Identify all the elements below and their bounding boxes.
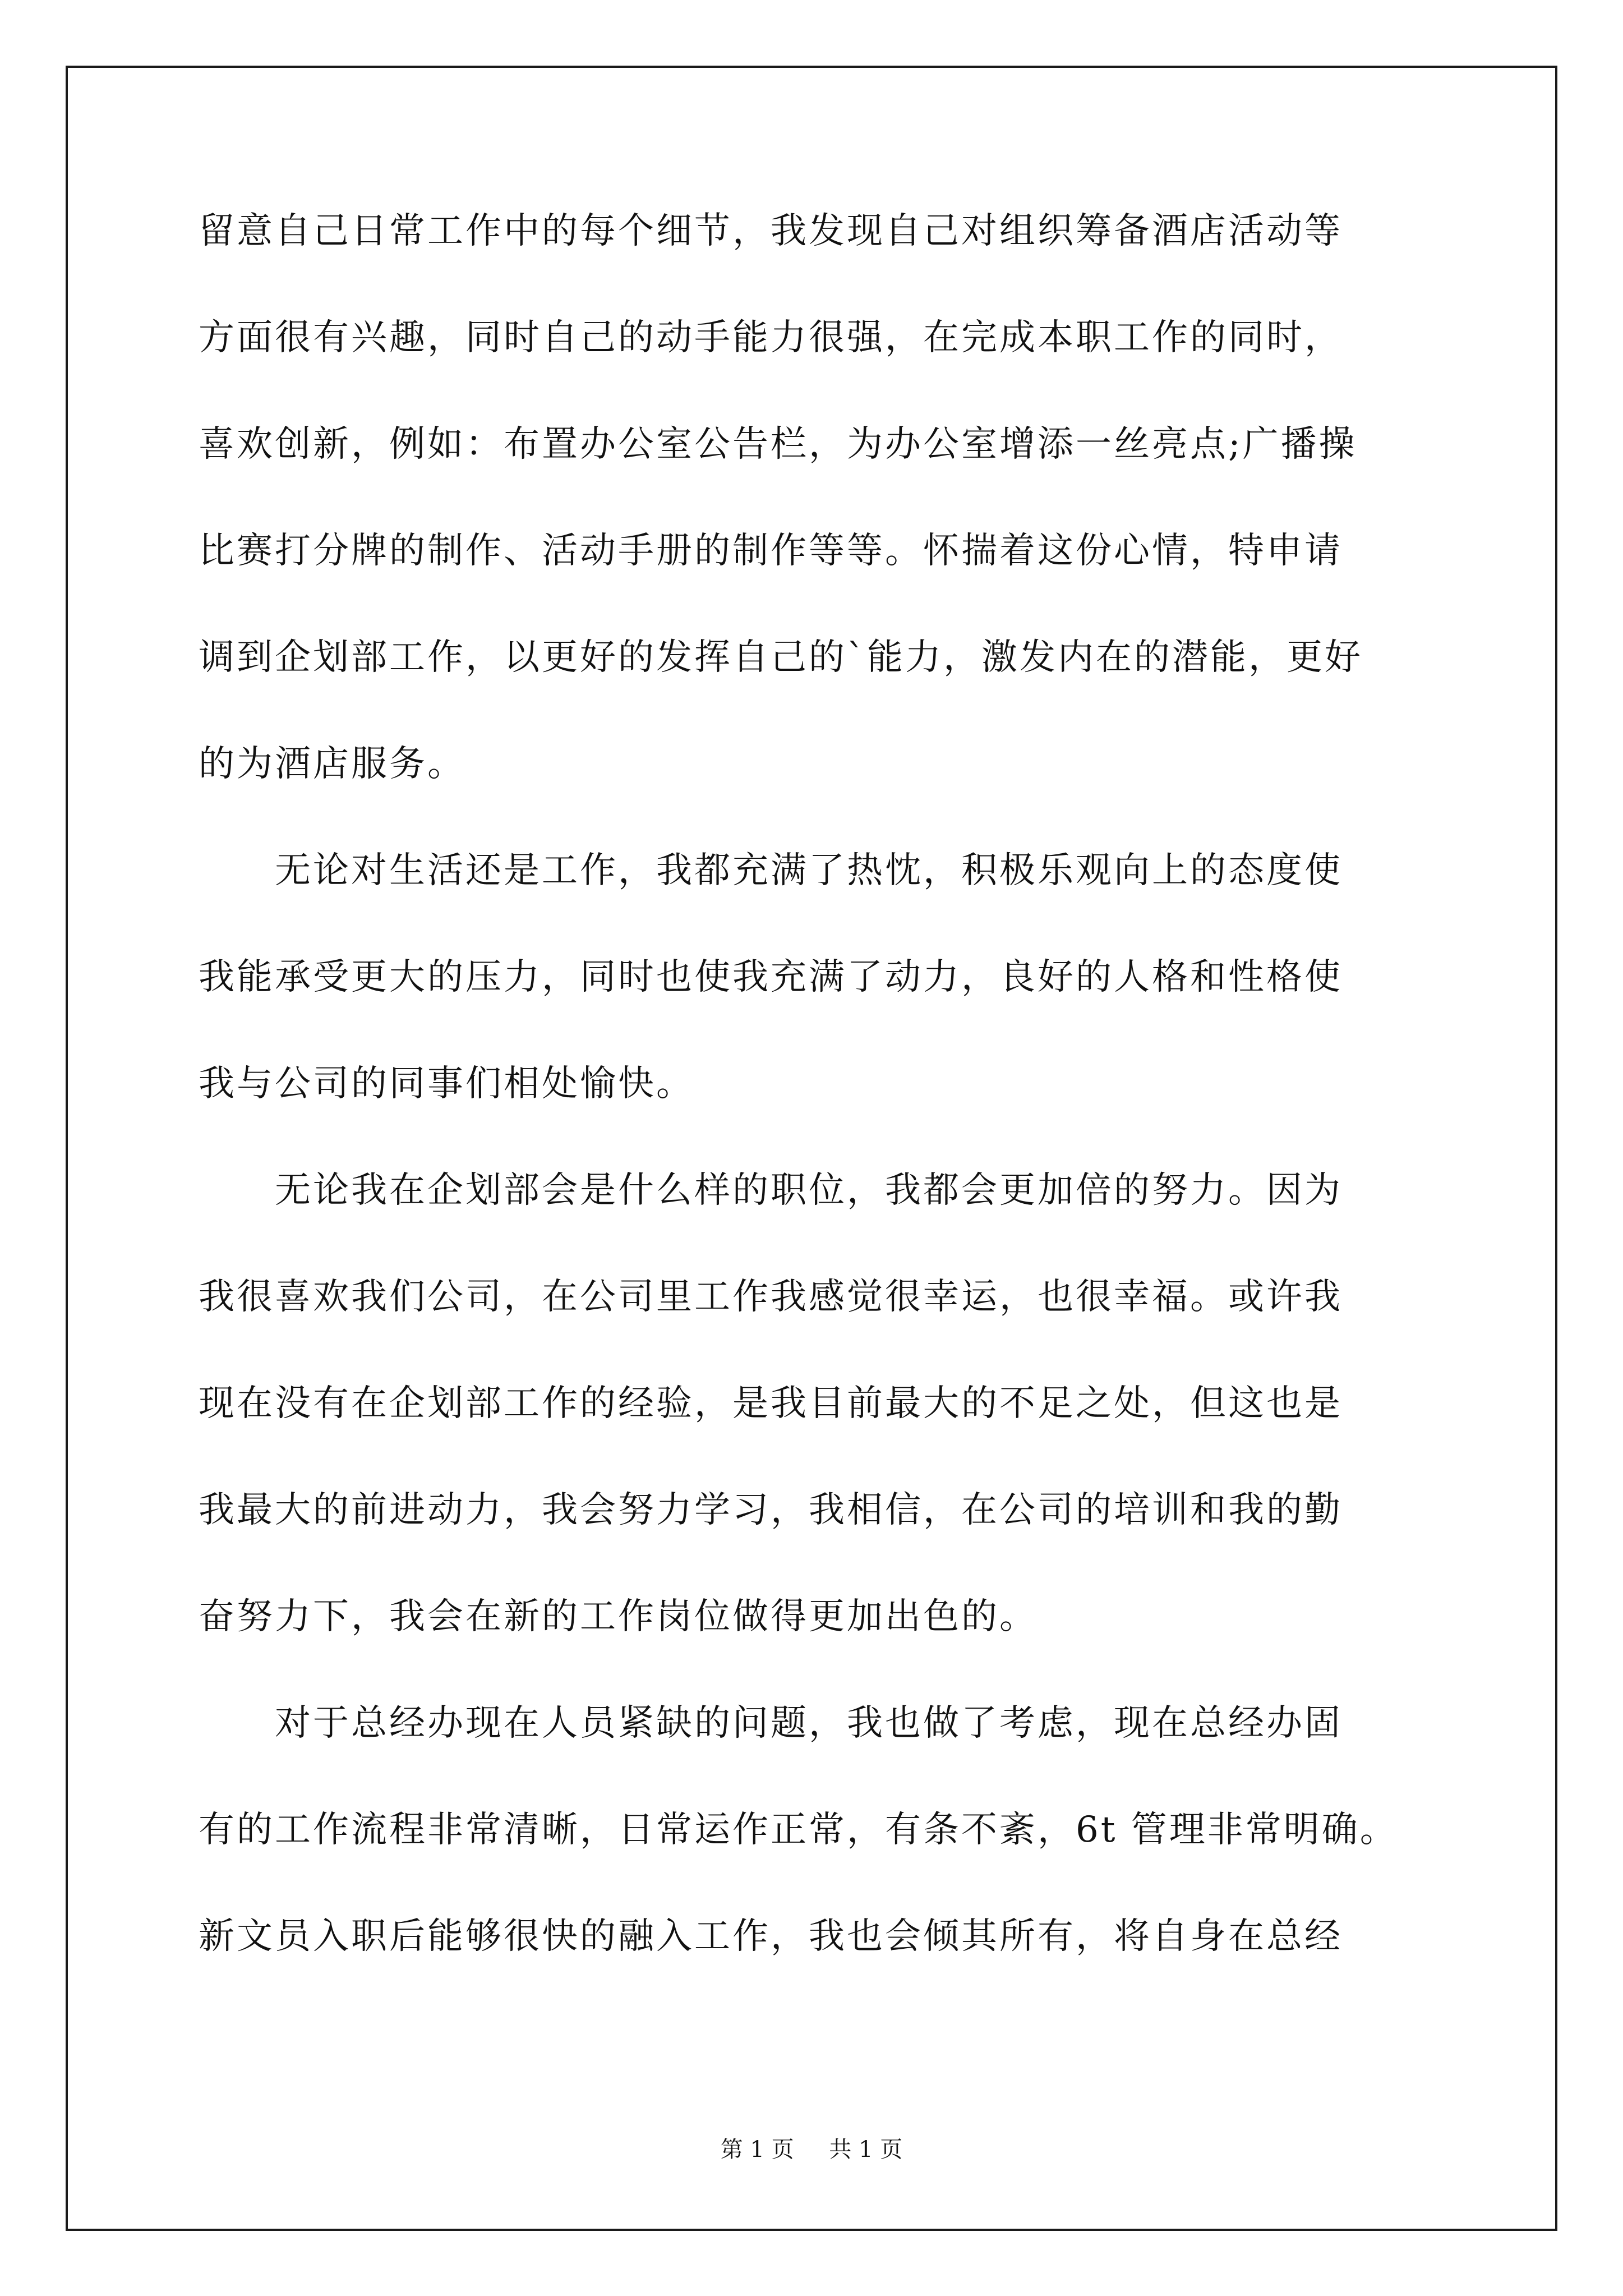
text-line: 留意自己日常工作中的每个细节，我发现自己对组织筹备酒店活动等 <box>199 210 1343 252</box>
text-line: 的为酒店服务。 <box>199 743 465 785</box>
text-line: 调到企划部工作，以更好的发挥自己的`能力，激发内在的潜能，更好 <box>199 637 1363 678</box>
text-line: 无论对生活还是工作，我都充满了热忱，积极乐观向上的态度使 <box>199 850 1343 891</box>
text-line: 比赛打分牌的制作、活动手册的制作等等。怀揣着这份心情，特申请 <box>199 530 1343 572</box>
page-total: 共 1 页 <box>829 2137 903 2162</box>
text-line: 我很喜欢我们公司，在公司里工作我感觉很幸运，也很幸福。或许我 <box>199 1276 1343 1318</box>
page-border <box>66 66 1557 2231</box>
text-line: 奋努力下，我会在新的工作岗位做得更加出色的。 <box>199 1596 1038 1637</box>
text-line: 有的工作流程非常清晰，日常运作正常，有条不紊，6t 管理非常明确。 <box>199 1809 1398 1851</box>
text-line: 我最大的前进动力，我会努力学习，我相信，在公司的培训和我的勤 <box>199 1489 1343 1531</box>
text-line: 现在没有在企划部工作的经验，是我目前最大的不足之处，但这也是 <box>199 1383 1343 1424</box>
text-line: 方面很有兴趣，同时自己的动手能力很强，在完成本职工作的同时， <box>199 317 1343 358</box>
text-line: 我能承受更大的压力，同时也使我充满了动力，良好的人格和性格使 <box>199 956 1343 998</box>
page-number: 第 1 页 <box>720 2137 794 2162</box>
text-line: 我与公司的同事们相处愉快。 <box>199 1063 694 1105</box>
page-footer <box>0 2132 1623 2164</box>
text-line: 对于总经办现在人员紧缺的问题，我也做了考虑，现在总经办固 <box>199 1703 1343 1744</box>
text-line: 无论我在企划部会是什么样的职位，我都会更加倍的努力。因为 <box>199 1170 1343 1211</box>
text-line: 新文员入职后能够很快的融入工作，我也会倾其所有，将自身在总经 <box>199 1916 1343 1957</box>
text-line: 喜欢创新，例如：布置办公室公告栏，为办公室增添一丝亮点;广播操 <box>199 424 1357 465</box>
